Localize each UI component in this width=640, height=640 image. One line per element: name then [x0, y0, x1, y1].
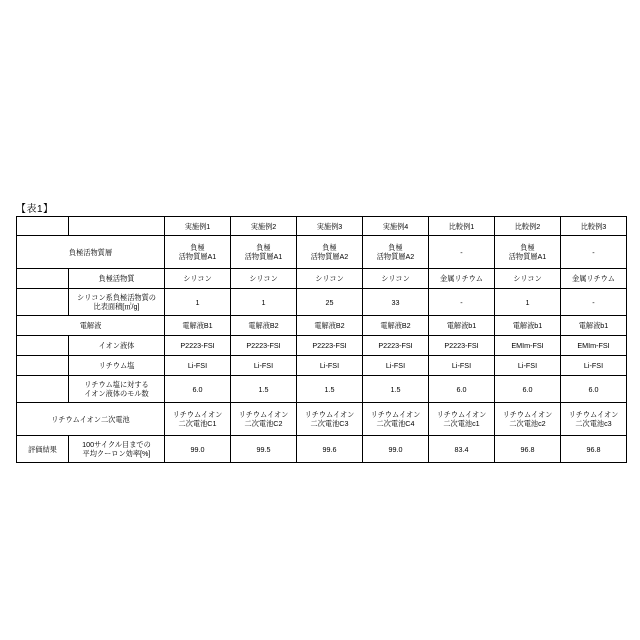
- row-group-label: [17, 269, 69, 289]
- table-cell: -: [561, 289, 627, 316]
- table-cell: シリコン: [495, 269, 561, 289]
- table-cell: 電解液B2: [297, 316, 363, 336]
- table-row: [17, 316, 627, 336]
- table-cell: P2223-FSI: [165, 336, 231, 356]
- row-label: 負極活物質層: [17, 236, 165, 269]
- table-cell: P2223-FSI: [363, 336, 429, 356]
- table-cell: Li-FSI: [297, 356, 363, 376]
- table-cell: リチウムイオン 二次電池C4: [363, 403, 429, 436]
- table-cell: 電解液B2: [231, 316, 297, 336]
- table-caption: 【表1】: [16, 204, 54, 215]
- table-cell: 1.5: [297, 376, 363, 403]
- table-cell: 1: [231, 289, 297, 316]
- table-cell: リチウムイオン 二次電池c3: [561, 403, 627, 436]
- table-cell: 負極 活物質層A1: [231, 236, 297, 269]
- table-cell: 負極 活物質層A2: [297, 236, 363, 269]
- table-cell: 6.0: [561, 376, 627, 403]
- row-label: シリコン系負極活物質の 比表面積[㎡/g]: [69, 289, 165, 316]
- table-cell: シリコン: [165, 269, 231, 289]
- table-cell: リチウムイオン 二次電池c2: [495, 403, 561, 436]
- table-cell: 99.6: [297, 436, 363, 463]
- row-label: 電解液: [17, 316, 165, 336]
- table-row: [17, 236, 627, 269]
- table-cell: EMIm-FSI: [561, 336, 627, 356]
- row-label: リチウム塩に対する イオン液体のモル数: [69, 376, 165, 403]
- table-cell: シリコン: [231, 269, 297, 289]
- table-cell: 電解液b1: [561, 316, 627, 336]
- table-cell: リチウムイオン 二次電池C1: [165, 403, 231, 436]
- table-cell: 1.5: [363, 376, 429, 403]
- table-container: [16, 216, 624, 463]
- table-cell: -: [429, 289, 495, 316]
- table-cell: 6.0: [165, 376, 231, 403]
- table-cell: 1: [495, 289, 561, 316]
- table-cell: 負極 活物質層A2: [363, 236, 429, 269]
- results-table: [16, 216, 627, 463]
- table-cell: 6.0: [429, 376, 495, 403]
- table-cell: 25: [297, 289, 363, 316]
- row-label: 負極活物質: [69, 269, 165, 289]
- column-header: 比較例1: [429, 217, 495, 236]
- table-cell: P2223-FSI: [429, 336, 495, 356]
- row-group-label: [17, 376, 69, 403]
- table-cell: -: [429, 236, 495, 269]
- table-cell: -: [561, 236, 627, 269]
- column-header: 実施例4: [363, 217, 429, 236]
- table-cell: 金属リチウム: [561, 269, 627, 289]
- table-cell: 負極 活物質層A1: [165, 236, 231, 269]
- table-row: [17, 376, 627, 403]
- table-cell: EMIm-FSI: [495, 336, 561, 356]
- header-corner-cell: [17, 217, 69, 236]
- column-header: 比較例3: [561, 217, 627, 236]
- table-cell: 電解液b1: [429, 316, 495, 336]
- table-cell: Li-FSI: [561, 356, 627, 376]
- table-cell: Li-FSI: [495, 356, 561, 376]
- table-cell: Li-FSI: [363, 356, 429, 376]
- table-cell: 96.8: [561, 436, 627, 463]
- table-cell: 電解液B2: [363, 316, 429, 336]
- table-cell: Li-FSI: [165, 356, 231, 376]
- table-cell: リチウムイオン 二次電池C3: [297, 403, 363, 436]
- column-header: 実施例2: [231, 217, 297, 236]
- table-cell: 6.0: [495, 376, 561, 403]
- table-cell: 金属リチウム: [429, 269, 495, 289]
- table-cell: 負極 活物質層A1: [495, 236, 561, 269]
- table-row: [17, 403, 627, 436]
- table-cell: 33: [363, 289, 429, 316]
- table-cell: 83.4: [429, 436, 495, 463]
- table-row: [17, 356, 627, 376]
- row-label: イオン液体: [69, 336, 165, 356]
- header-corner-cell: [69, 217, 165, 236]
- table-cell: 96.8: [495, 436, 561, 463]
- table-cell: シリコン: [363, 269, 429, 289]
- row-label: リチウムイオン二次電池: [17, 403, 165, 436]
- table-cell: 電解液B1: [165, 316, 231, 336]
- row-label: 100サイクル目までの 平均クーロン効率[%]: [69, 436, 165, 463]
- table-cell: シリコン: [297, 269, 363, 289]
- table-row: [17, 289, 627, 316]
- row-group-label: 評価結果: [17, 436, 69, 463]
- table-cell: 99.5: [231, 436, 297, 463]
- row-group-label: [17, 356, 69, 376]
- row-group-label: [17, 336, 69, 356]
- table-cell: 1: [165, 289, 231, 316]
- table-cell: 電解液b1: [495, 316, 561, 336]
- table-cell: 1.5: [231, 376, 297, 403]
- column-header: 実施例3: [297, 217, 363, 236]
- table-cell: 99.0: [363, 436, 429, 463]
- table-row: [17, 336, 627, 356]
- table-cell: 99.0: [165, 436, 231, 463]
- table-header-row: [17, 217, 627, 236]
- column-header: 実施例1: [165, 217, 231, 236]
- column-header: 比較例2: [495, 217, 561, 236]
- table-cell: リチウムイオン 二次電池C2: [231, 403, 297, 436]
- table-row: [17, 269, 627, 289]
- row-label: リチウム塩: [69, 356, 165, 376]
- table-cell: Li-FSI: [429, 356, 495, 376]
- table-cell: P2223-FSI: [297, 336, 363, 356]
- table-row: [17, 436, 627, 463]
- table-body: [17, 217, 627, 463]
- table-cell: P2223-FSI: [231, 336, 297, 356]
- table-cell: リチウムイオン 二次電池c1: [429, 403, 495, 436]
- row-group-label: [17, 289, 69, 316]
- table-cell: Li-FSI: [231, 356, 297, 376]
